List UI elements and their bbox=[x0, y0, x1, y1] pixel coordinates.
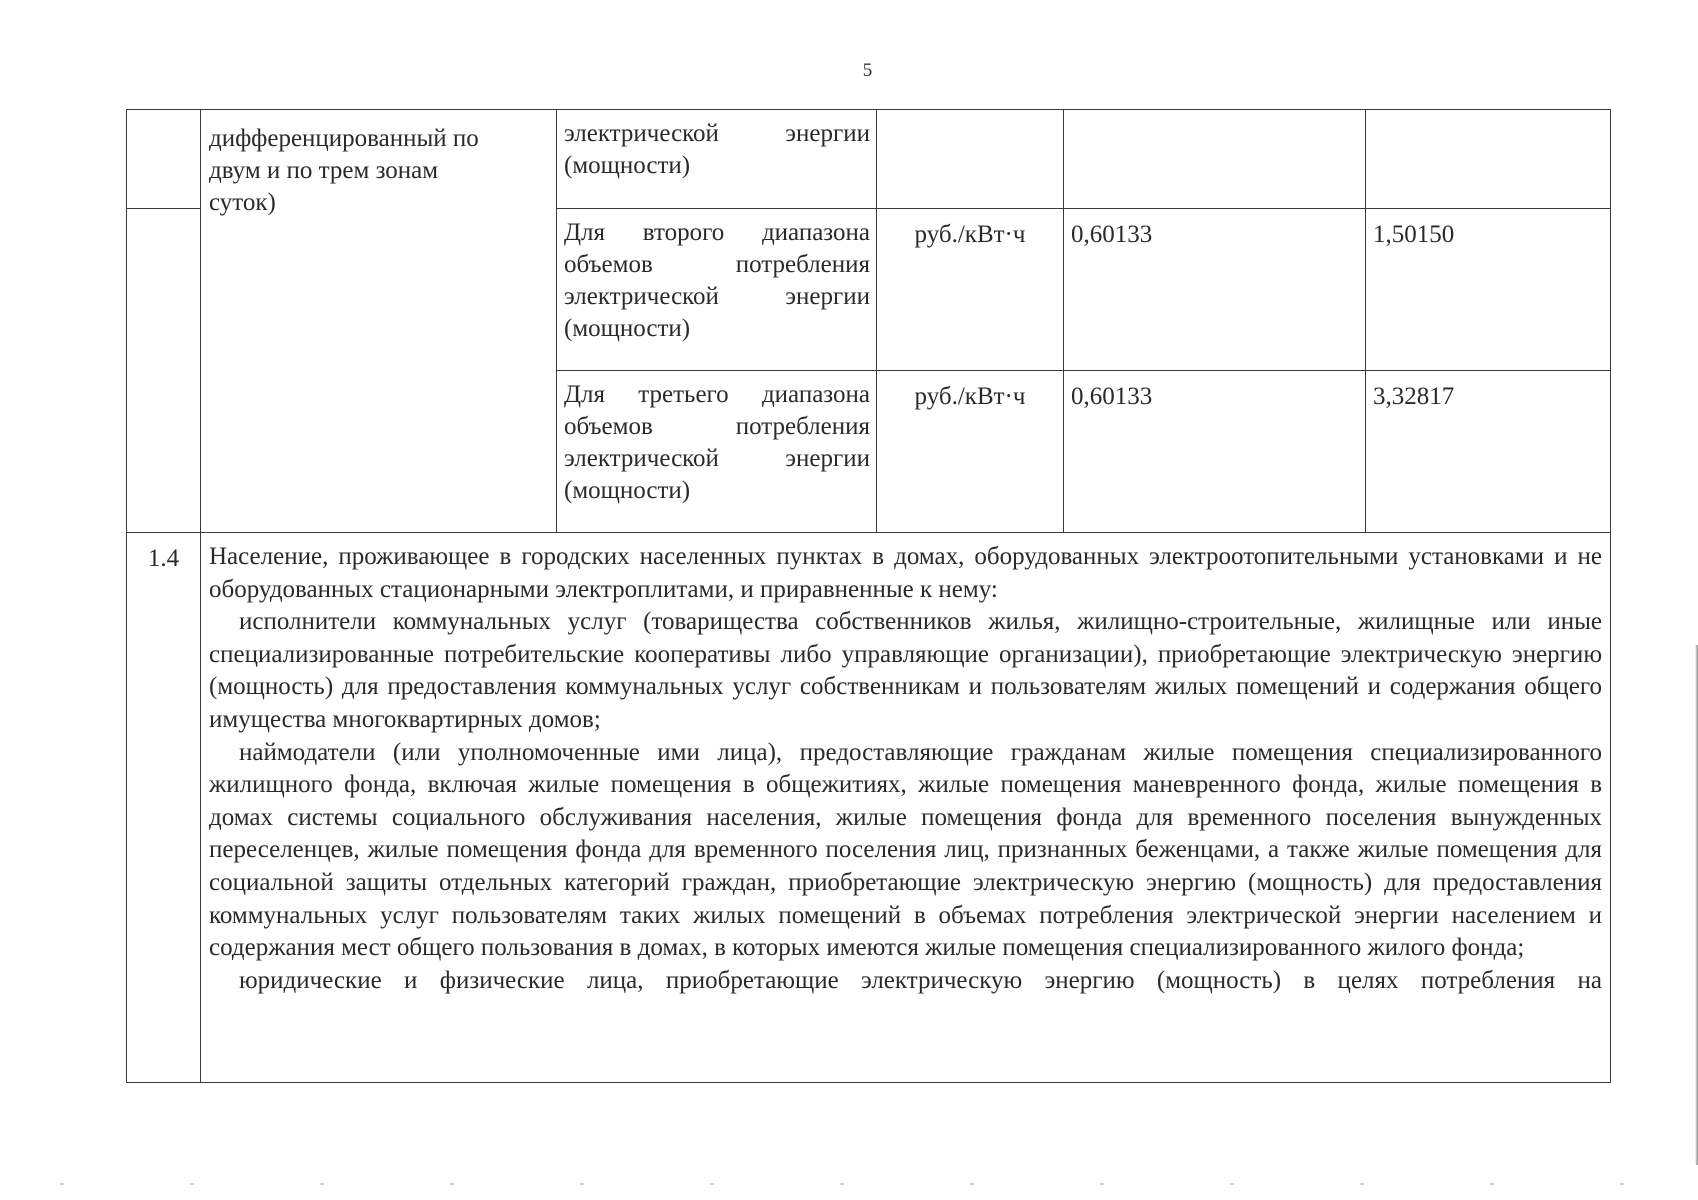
unit: руб./кВт·ч bbox=[914, 383, 1026, 410]
tariff-table bbox=[126, 109, 1611, 1083]
category-line: двум и по трем зонам bbox=[209, 157, 439, 184]
value-1: 0,60133 bbox=[1071, 221, 1153, 248]
value-cell-2 bbox=[1366, 371, 1611, 533]
range-cell bbox=[557, 209, 877, 371]
value-cell-2 bbox=[1366, 209, 1611, 371]
value-2: 1,50150 bbox=[1373, 221, 1455, 248]
range-line: (мощности) bbox=[564, 152, 691, 179]
range-cell bbox=[557, 371, 877, 533]
description-paragraph: исполнители коммунальных услуг (товарищества собственников жилья, жилищно-строительные, жилищные или иные специализированные потребительские кооперативы либо управляющие организации), приобретающие электрическую энергию (мощность) для предоставления коммунальных услуг собственникам и пользователям жилых помещений и содержания общего имущества многоквартирных домов; bbox=[209, 608, 1602, 733]
description-paragraph: наймодатели (или уполномоченные ими лица), предоставляющие гражданам жилые помещения специализированного жилищного фонда, включая жилые помещения в общежитиях, жилые помещения маневренного фонда, жилые помещения в домах системы социального обслуживания населения, жилые помещения фонда для временного поселения вынужденных переселенцев, жилые помещения фонда для временного поселения лиц, признанных беженцами, а также жилые помещения для социальной защиты отдельных категорий граждан, приобретающие электрическую энергию (мощность) для предоставления коммунальных услуг пользователям таких жилых помещений в объемах потребления электрической энергии населением и содержания мест общего пользования в домах, в которых имеются жилые помещения специализированного жилого фонда; bbox=[209, 738, 1602, 962]
table-row bbox=[127, 533, 1611, 1083]
page-number: 5 bbox=[862, 60, 873, 81]
category-line: суток) bbox=[209, 189, 276, 216]
row-number-cell bbox=[127, 209, 201, 533]
row-number: 1.4 bbox=[147, 545, 180, 572]
value-cell-1 bbox=[1064, 209, 1366, 371]
value-1: 0,60133 bbox=[1071, 383, 1153, 410]
range-cell bbox=[557, 110, 877, 209]
unit: руб./кВт·ч bbox=[914, 221, 1026, 248]
unit-cell bbox=[877, 110, 1064, 209]
category-line: дифференцированный по bbox=[209, 125, 479, 152]
row-number-cell bbox=[127, 110, 201, 209]
range-line: объемов потребления bbox=[564, 251, 870, 278]
range-line: Для третьего диапазона bbox=[564, 381, 870, 408]
unit-cell bbox=[877, 371, 1064, 533]
description-paragraph: Население, проживающее в городских населенных пунктах в домах, оборудованных электроотопительными установками и не оборудованных стационарными электроплитами, и приравненные к нему: bbox=[209, 543, 1602, 603]
category-cell bbox=[201, 110, 557, 533]
range-line: (мощности) bbox=[564, 477, 691, 504]
unit-cell bbox=[877, 209, 1064, 371]
value-cell-2 bbox=[1366, 110, 1611, 209]
range-line: (мощности) bbox=[564, 315, 691, 342]
range-line: электрической энергии bbox=[564, 445, 870, 472]
value-cell-1 bbox=[1064, 110, 1366, 209]
table-row bbox=[127, 110, 1611, 209]
row-number-cell bbox=[127, 533, 201, 1083]
value-2: 3,32817 bbox=[1373, 383, 1455, 410]
description-cell bbox=[201, 533, 1611, 1083]
value-cell-1 bbox=[1064, 371, 1366, 533]
range-line: объемов потребления bbox=[564, 413, 870, 440]
scan-noise bbox=[0, 1183, 1698, 1185]
range-line: электрической энергии bbox=[564, 283, 870, 310]
range-line: Для второго диапазона bbox=[564, 219, 870, 246]
description-paragraph: юридические и физические лица, приобретающие электрическую энергию (мощность) в целях потребления на bbox=[239, 966, 1602, 994]
range-line: электрической энергии bbox=[564, 120, 870, 147]
